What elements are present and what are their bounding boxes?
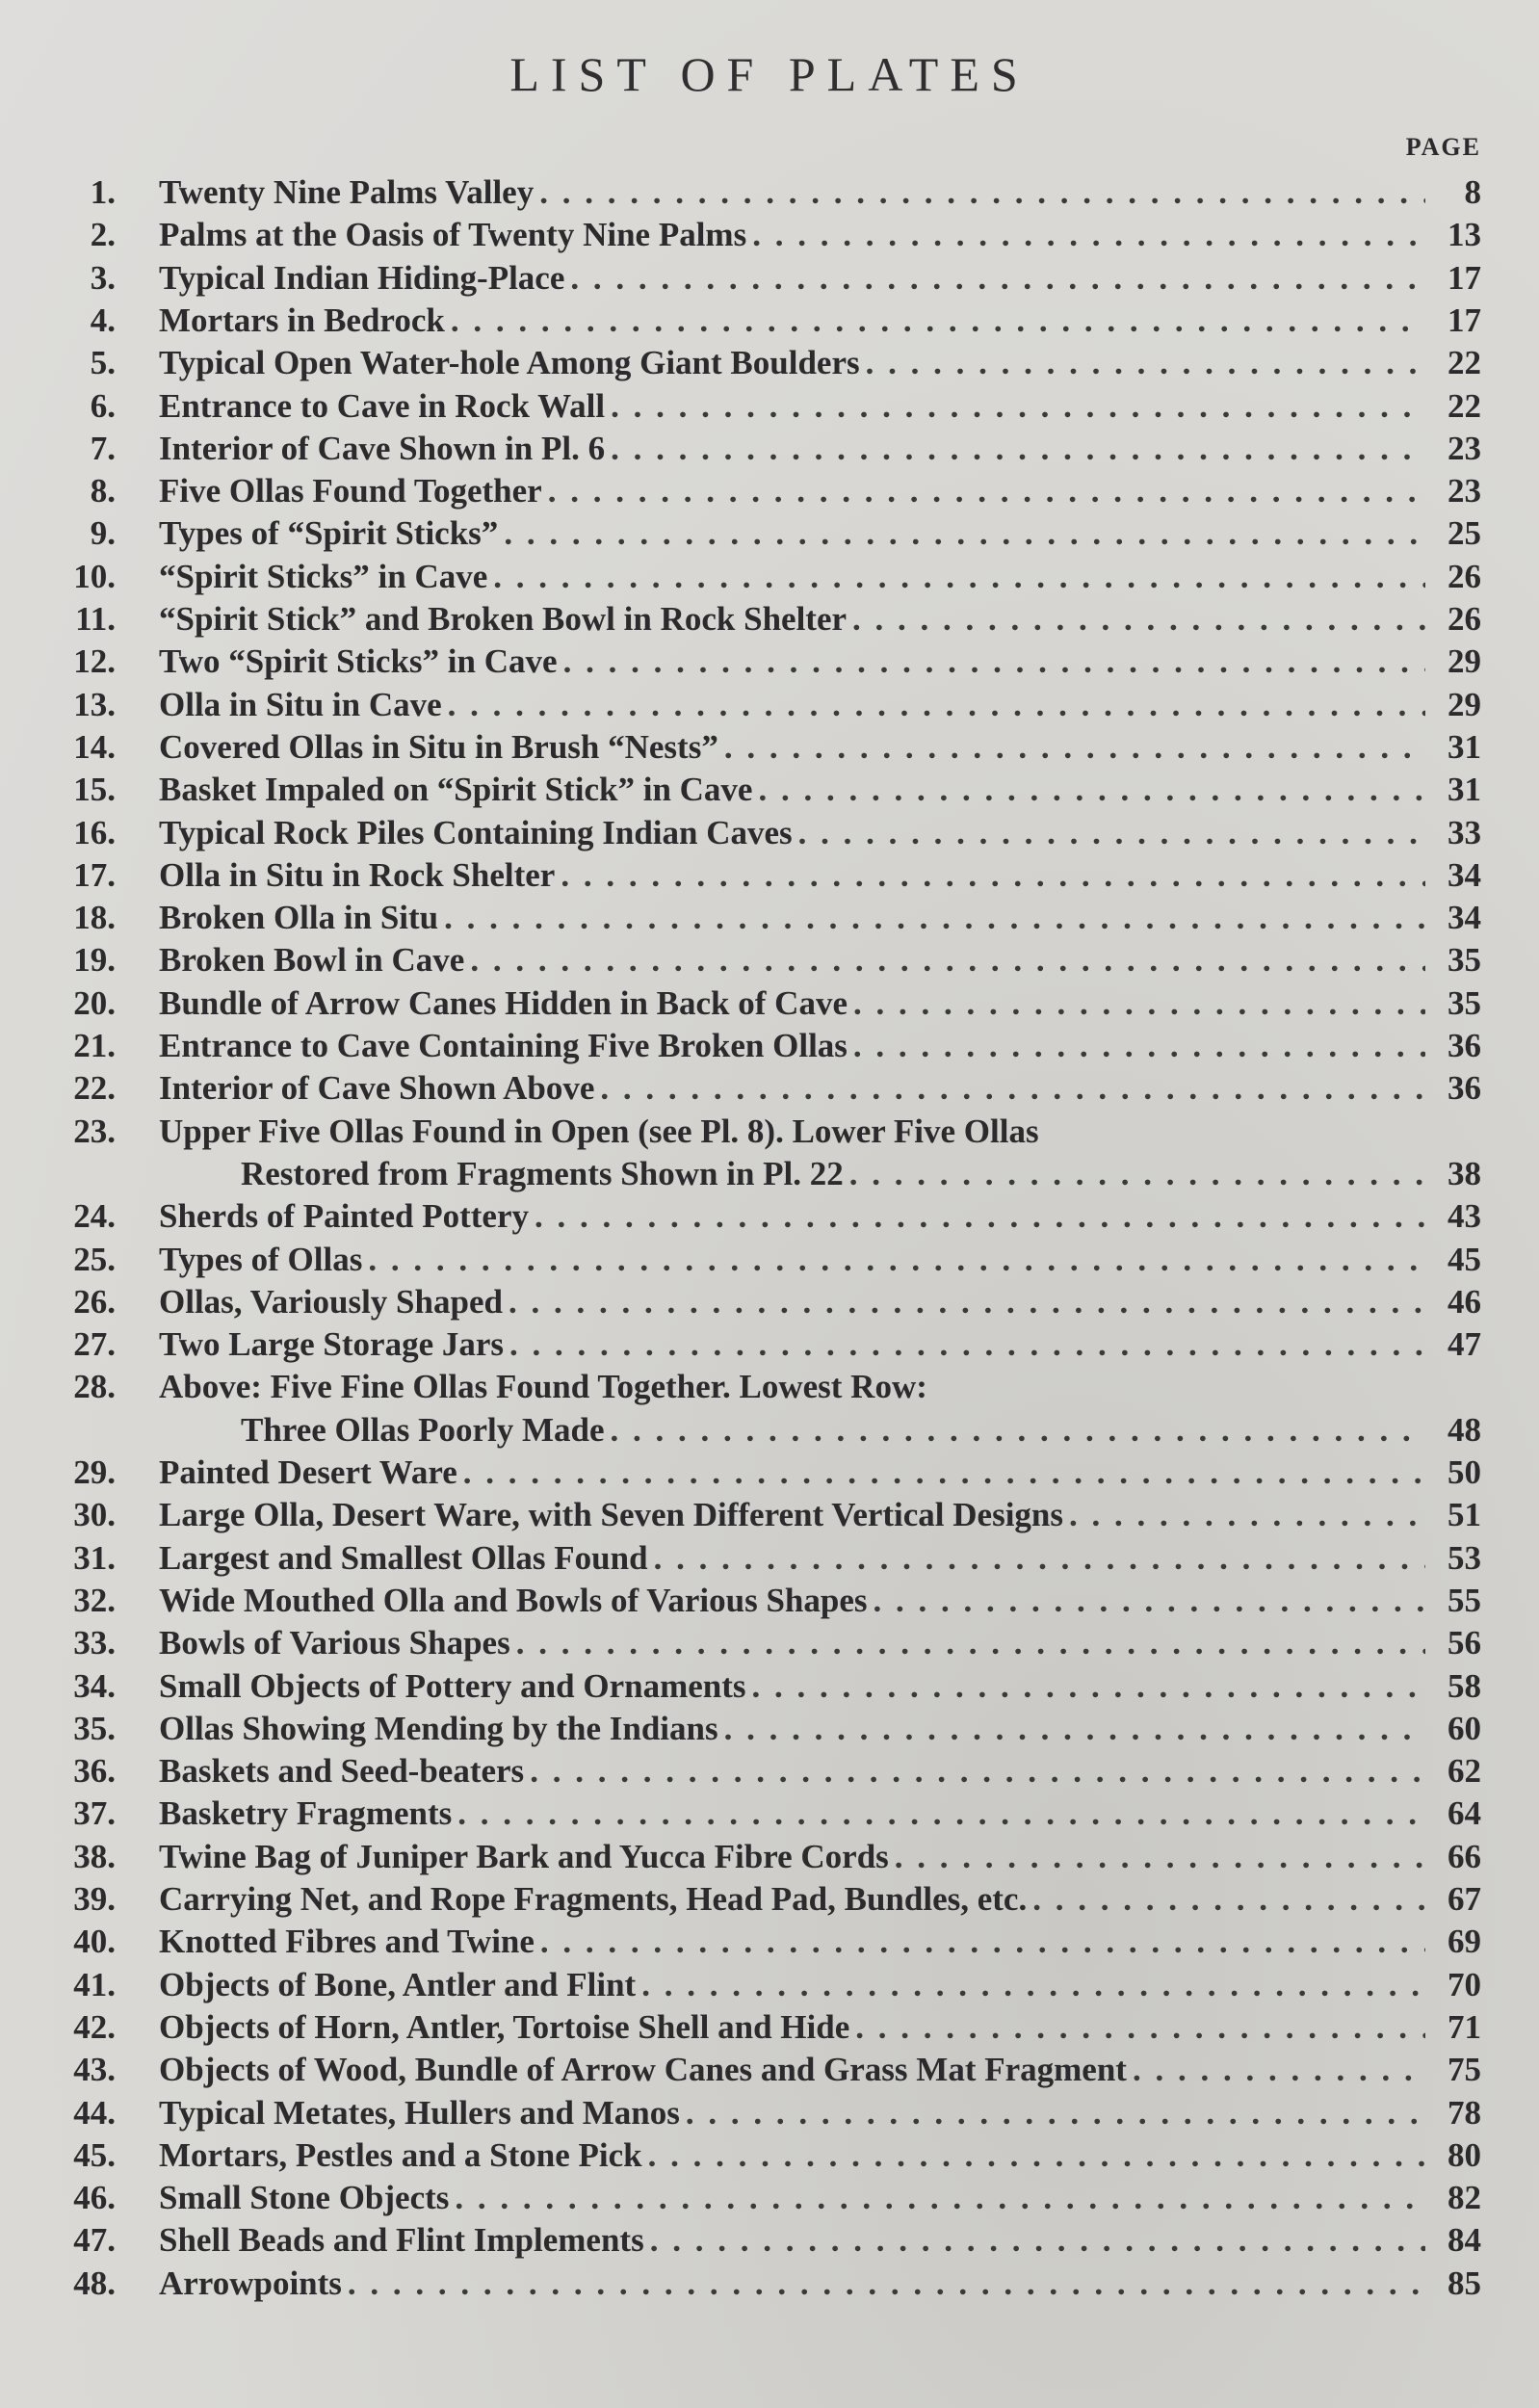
plate-number: 29. (73, 1453, 116, 1491)
plate-title-line (159, 728, 1481, 767)
plate-title-text: Three Ollas Poorly Made (241, 1410, 605, 1449)
page-number: 46 (1448, 1282, 1481, 1321)
plate-title-line (159, 2094, 1481, 2133)
plate-title-line (159, 2136, 1481, 2175)
plate-title-text: Small Stone Objects (159, 2179, 450, 2217)
page-number: 69 (1448, 1923, 1481, 1961)
page-number: 70 (1448, 1965, 1481, 2003)
plate-number: 19. (73, 941, 116, 980)
plate-entry (39, 514, 1481, 557)
plate-number: 33. (73, 1624, 116, 1662)
page-number: 53 (1448, 1538, 1481, 1577)
plate-entry (39, 1069, 1481, 1112)
plate-entry (39, 2264, 1481, 2307)
page-number: 64 (1448, 1794, 1481, 1833)
page-number: 66 (1448, 1837, 1481, 1875)
dot-leader (493, 558, 1425, 596)
plate-title-line (159, 344, 1481, 382)
page-number: 58 (1448, 1666, 1481, 1705)
dot-leader (853, 984, 1425, 1023)
dot-leader (1032, 1880, 1425, 1919)
plate-number: 9. (90, 514, 116, 553)
plate-number: 14. (73, 727, 116, 766)
plate-number: 45. (73, 2135, 116, 2174)
plate-number: 46. (73, 2179, 116, 2217)
plate-title-line (159, 1453, 1481, 1492)
page-number: 38 (1448, 1154, 1481, 1192)
plate-entry (39, 1752, 1481, 1794)
plate-title-line (159, 301, 1481, 340)
plate-entry (39, 1283, 1481, 1325)
page-number: 13 (1448, 216, 1481, 254)
page-number: 56 (1448, 1624, 1481, 1662)
page-number: 60 (1448, 1709, 1481, 1747)
plate-title-line (159, 1880, 1481, 1919)
plate-entry (39, 899, 1481, 941)
dot-leader (855, 2008, 1425, 2047)
plate-title-text: Entrance to Cave in Rock Wall (159, 386, 606, 425)
plate-title-line (159, 2179, 1481, 2217)
plate-title-line (159, 2264, 1481, 2303)
plate-entry (39, 1624, 1481, 1666)
plate-number: 15. (73, 771, 116, 809)
plate-title-text: Bundle of Arrow Canes Hidden in Back of Cave (159, 983, 848, 1022)
plate-number: 26. (73, 1282, 116, 1321)
dot-leader (509, 1325, 1425, 1364)
plate-number: 24. (73, 1197, 116, 1236)
dot-leader (752, 216, 1425, 254)
plate-entry (39, 259, 1481, 301)
plate-entry (39, 344, 1481, 386)
plate-title-text: Basketry Fragments (159, 1794, 453, 1833)
plate-entry (39, 216, 1481, 258)
plate-number: 20. (73, 983, 116, 1022)
plate-number: 11. (75, 600, 116, 638)
plate-title-text: Ollas, Variously Shaped (159, 1282, 503, 1321)
page-title: LIST OF PLATES (509, 47, 1030, 101)
page-number: 50 (1448, 1453, 1481, 1491)
plate-title-line (159, 1539, 1481, 1578)
dot-leader (611, 1411, 1426, 1450)
plate-entry (39, 2179, 1481, 2221)
plate-number: 25. (73, 1240, 116, 1278)
plate-title-text: Basket Impaled on “Spirit Stick” in Cave (159, 771, 753, 809)
plate-title-line (159, 558, 1481, 596)
plate-title-line (159, 1838, 1481, 1876)
dot-leader (1133, 2051, 1425, 2089)
plate-entry (39, 1582, 1481, 1624)
dot-leader (535, 1197, 1425, 1236)
plate-entry (39, 1838, 1481, 1880)
plate-title-text: Twenty Nine Palms Valley (159, 173, 535, 211)
plate-title-text: “Spirit Sticks” in Cave (159, 557, 488, 595)
plate-title-line (159, 1368, 1481, 1406)
plate-title-text: Painted Desert Ware (159, 1453, 457, 1491)
plate-title-text: Restored from Fragments Shown in Pl. 22 (241, 1154, 844, 1192)
plate-number: 7. (90, 429, 116, 467)
plate-number: 21. (73, 1027, 116, 1064)
dot-leader (849, 1155, 1425, 1193)
plate-title-line (159, 216, 1481, 254)
page-number: 67 (1448, 1880, 1481, 1918)
plate-title-text: Objects of Bone, Antler and Flint (159, 1965, 637, 2003)
plate-number: 6. (90, 386, 116, 425)
page-number: 31 (1448, 771, 1481, 809)
plate-entry (39, 1539, 1481, 1582)
plate-title-line (159, 1710, 1481, 1748)
dot-leader (724, 728, 1425, 767)
plate-number: 27. (73, 1325, 116, 1364)
plate-title-text: “Spirit Stick” and Broken Bowl in Rock Shelter (159, 600, 848, 638)
plate-number: 23. (73, 1112, 116, 1150)
page-number: 17 (1448, 258, 1481, 297)
plate-entry (39, 1667, 1481, 1710)
plate-title-text: Typical Open Water-hole Among Giant Boulders (159, 344, 860, 382)
plate-title-line (159, 1624, 1481, 1662)
dot-leader (451, 301, 1425, 340)
page-number: 34 (1448, 899, 1481, 937)
plate-title-text: Broken Olla in Situ (159, 899, 439, 937)
plate-entry (39, 642, 1481, 685)
dot-leader (1069, 1496, 1425, 1534)
page-number: 22 (1448, 386, 1481, 425)
dot-leader (798, 814, 1425, 852)
plate-number: 16. (73, 813, 116, 851)
plate-number: 22. (73, 1069, 116, 1108)
plate-title-text: Palms at the Oasis of Twenty Nine Palms (159, 216, 747, 254)
dot-leader (540, 1923, 1425, 1961)
plate-entry (39, 1197, 1481, 1240)
plate-number: 31. (73, 1538, 116, 1577)
plate-entry (39, 1368, 1481, 1453)
plate-title-line (159, 984, 1481, 1023)
plate-number: 34. (73, 1666, 116, 1705)
dot-leader (509, 1283, 1425, 1322)
plate-entry (39, 558, 1481, 600)
plate-title-line (159, 1112, 1481, 1151)
plate-entry (39, 1880, 1481, 1923)
plate-entry (39, 2221, 1481, 2264)
page-number: 25 (1448, 514, 1481, 553)
plate-title-line (159, 259, 1481, 298)
plate-entry (39, 1325, 1481, 1368)
page-number: 22 (1448, 344, 1481, 382)
plate-title-line (159, 1027, 1481, 1065)
plate-entry (39, 728, 1481, 771)
page-number: 29 (1448, 685, 1481, 723)
plate-title-text: Upper Five Ollas Found in Open (see Pl. 8). Lower Five Ollas (159, 1112, 1039, 1150)
plate-title-text: Covered Ollas in Situ in Brush “Nests” (159, 727, 718, 766)
plate-title-text: Types of Ollas (159, 1240, 363, 1278)
plate-entry (39, 1453, 1481, 1496)
plate-number: 36. (73, 1752, 116, 1791)
plate-number: 38. (73, 1837, 116, 1875)
page-number: 47 (1448, 1325, 1481, 1364)
plate-title-line (159, 1794, 1481, 1833)
dot-leader (752, 1667, 1425, 1706)
dot-leader (866, 344, 1425, 382)
plate-number: 39. (73, 1880, 116, 1918)
plate-entry (39, 1710, 1481, 1752)
plate-title-line (159, 1241, 1481, 1279)
plate-number: 44. (73, 2093, 116, 2132)
plate-title-line (159, 514, 1481, 553)
plate-title-text: Mortars, Pestles and a Stone Pick (159, 2135, 642, 2174)
plate-number: 43. (73, 2051, 116, 2089)
plate-title-text: Entrance to Cave Containing Five Broken Ollas (159, 1027, 848, 1064)
plate-number: 10. (73, 557, 116, 595)
dot-leader (648, 2136, 1425, 2175)
dot-leader (650, 2221, 1425, 2260)
plate-title-line (159, 430, 1481, 468)
plate-title-line (159, 2051, 1481, 2089)
plate-title-text: Mortars in Bedrock (159, 301, 445, 339)
page-number: 78 (1448, 2093, 1481, 2132)
plate-entry (39, 941, 1481, 983)
plate-title-text: Broken Bowl in Cave (159, 941, 465, 980)
dot-leader (600, 1069, 1425, 1108)
plate-number: 5. (90, 344, 116, 382)
plate-number: 8. (90, 472, 116, 510)
plate-title-text: Shell Beads and Flint Implements (159, 2221, 644, 2260)
page-number: 35 (1448, 983, 1481, 1022)
dot-leader (853, 1027, 1425, 1065)
plate-entry (39, 1027, 1481, 1069)
plate-title-line (159, 686, 1481, 724)
plate-title-line (159, 1966, 1481, 2004)
plate-title-text: Ollas Showing Mending by the Indians (159, 1709, 718, 1747)
page-number: 17 (1448, 301, 1481, 339)
dot-leader (444, 899, 1425, 937)
dot-leader (470, 941, 1425, 980)
page-number: 23 (1448, 472, 1481, 510)
dot-leader (852, 600, 1425, 639)
dot-leader (516, 1624, 1425, 1662)
plate-title-line (159, 1752, 1481, 1791)
page-number: 48 (1448, 1410, 1481, 1449)
plate-title-text: Above: Five Fine Ollas Found Together. Lowest Row: (159, 1368, 927, 1406)
dot-leader (611, 430, 1425, 468)
dot-leader (368, 1241, 1425, 1279)
plate-entry (39, 430, 1481, 472)
plate-entry (39, 1496, 1481, 1538)
page-number: 62 (1448, 1752, 1481, 1791)
page-number: 29 (1448, 642, 1481, 681)
plate-title-text: Olla in Situ in Cave (159, 685, 442, 723)
page-number: 71 (1448, 2007, 1481, 2046)
plate-entry (39, 686, 1481, 728)
page-number: 75 (1448, 2051, 1481, 2089)
dot-leader (570, 259, 1425, 298)
plate-title-text: Interior of Cave Shown in Pl. 6 (159, 429, 606, 467)
plate-title-text: Wide Mouthed Olla and Bowls of Various Shapes (159, 1581, 868, 1619)
plate-entry (39, 856, 1481, 899)
plate-title-line (159, 899, 1481, 937)
plate-title-line (159, 1283, 1481, 1322)
dot-leader (457, 1794, 1425, 1833)
plate-number: 18. (73, 899, 116, 937)
page-number: 45 (1448, 1240, 1481, 1278)
dot-leader (724, 1710, 1425, 1748)
page-number: 82 (1448, 2179, 1481, 2217)
page-number: 55 (1448, 1581, 1481, 1619)
plate-title-text: Two Large Storage Jars (159, 1325, 505, 1364)
plate-entry (39, 2094, 1481, 2136)
plate-title-text: Bowls of Various Shapes (159, 1624, 510, 1662)
plate-entry (39, 771, 1481, 813)
plate-title-line (159, 2008, 1481, 2047)
dot-leader (463, 1453, 1425, 1492)
plate-entry (39, 1241, 1481, 1283)
plate-title-line (159, 814, 1481, 852)
plate-number: 41. (73, 1965, 116, 2003)
plate-title-text: Typical Indian Hiding-Place (159, 258, 565, 297)
plate-title-line (159, 1197, 1481, 1236)
plate-title-line (159, 1667, 1481, 1706)
plate-number: 47. (73, 2221, 116, 2260)
page-number: 33 (1448, 813, 1481, 851)
plate-entry (39, 814, 1481, 856)
plate-number: 28. (73, 1368, 116, 1406)
page-number: 35 (1448, 941, 1481, 980)
plate-title-text: Types of “Spirit Sticks” (159, 514, 499, 553)
plate-entry (39, 2051, 1481, 2093)
dot-leader (548, 472, 1425, 510)
dot-leader (641, 1966, 1425, 2004)
page-number: 84 (1448, 2221, 1481, 2260)
plate-title-text: Twine Bag of Juniper Bark and Yucca Fibre Cords (159, 1837, 889, 1875)
plate-title-line (159, 1069, 1481, 1108)
page-number: 51 (1448, 1496, 1481, 1534)
plate-entry (39, 472, 1481, 514)
plate-entry (39, 1112, 1481, 1198)
plate-title-continuation (159, 1411, 1481, 1450)
plate-title-line (159, 1496, 1481, 1534)
plate-title-line (159, 642, 1481, 681)
plate-title-line (159, 771, 1481, 809)
plate-number: 2. (90, 216, 116, 254)
plate-number: 42. (73, 2007, 116, 2046)
dot-leader (654, 1539, 1425, 1578)
plate-title-line (159, 2221, 1481, 2260)
dot-leader (758, 771, 1425, 809)
plate-number: 4. (90, 301, 116, 339)
plate-title-text: Objects of Wood, Bundle of Arrow Canes and Grass Mat Fragment (159, 2051, 1127, 2089)
page-number: 36 (1448, 1069, 1481, 1108)
plate-entry (39, 2008, 1481, 2051)
dot-leader (686, 2094, 1425, 2133)
dot-leader (455, 2179, 1425, 2217)
plate-entry (39, 1966, 1481, 2008)
plate-title-line (159, 600, 1481, 639)
plate-number: 48. (73, 2264, 116, 2302)
plate-title-text: Sherds of Painted Pottery (159, 1197, 529, 1236)
plate-title-line (159, 856, 1481, 895)
plate-entry (39, 600, 1481, 642)
plate-entry (39, 387, 1481, 430)
plate-entry (39, 984, 1481, 1027)
plate-title-text: Knotted Fibres and Twine (159, 1923, 535, 1961)
page-number: 43 (1448, 1197, 1481, 1236)
dot-leader (895, 1838, 1425, 1876)
plate-title-text: Five Ollas Found Together (159, 472, 542, 510)
page-number: 8 (1464, 173, 1481, 211)
plate-title-line (159, 472, 1481, 510)
plate-title-text: Small Objects of Pottery and Ornaments (159, 1666, 746, 1705)
page-number: 26 (1448, 557, 1481, 595)
plate-title-text: Interior of Cave Shown Above (159, 1069, 595, 1108)
plate-title-continuation (159, 1155, 1481, 1193)
page-number: 34 (1448, 855, 1481, 894)
page-number: 80 (1448, 2135, 1481, 2174)
plate-title-text: Objects of Horn, Antler, Tortoise Shell and Hide (159, 2007, 850, 2046)
dot-leader (611, 387, 1425, 426)
plate-entry (39, 173, 1481, 216)
plate-title-text: Typical Rock Piles Containing Indian Caves (159, 813, 793, 851)
plate-title-line (159, 941, 1481, 980)
plate-number: 30. (73, 1496, 116, 1534)
page-column-label: PAGE (1405, 133, 1481, 161)
plate-title-line (159, 1923, 1481, 1961)
plate-number: 3. (90, 258, 116, 297)
dot-leader (530, 1752, 1425, 1791)
plate-number: 35. (73, 1709, 116, 1747)
plate-number: 1. (90, 173, 116, 211)
plate-title-text: Baskets and Seed-beaters (159, 1752, 525, 1791)
plate-number: 12. (73, 642, 116, 681)
plate-title-text: Carrying Net, and Rope Fragments, Head Pad, Bundles, etc. (159, 1880, 1028, 1918)
plate-entry (39, 2136, 1481, 2179)
page-number: 23 (1448, 429, 1481, 467)
plate-title-line (159, 387, 1481, 426)
plate-entry (39, 1794, 1481, 1837)
plate-title-text: Two “Spirit Sticks” in Cave (159, 642, 558, 681)
plate-title-text: Largest and Smallest Ollas Found (159, 1538, 648, 1577)
dot-leader (348, 2264, 1425, 2303)
dot-leader (539, 173, 1425, 212)
plate-title-text: Olla in Situ in Rock Shelter (159, 855, 556, 894)
dot-leader (563, 642, 1425, 681)
plate-title-line (159, 1582, 1481, 1620)
dot-leader (504, 514, 1425, 553)
plate-number: 13. (73, 685, 116, 723)
plate-title-text: Arrowpoints (159, 2264, 342, 2302)
dot-leader (561, 856, 1425, 895)
plate-title-text: Large Olla, Desert Ware, with Seven Different Vertical Designs (159, 1496, 1064, 1534)
dot-leader (874, 1582, 1425, 1620)
page-number: 36 (1448, 1027, 1481, 1064)
plate-title-line (159, 1325, 1481, 1364)
page-number: 26 (1448, 600, 1481, 638)
plate-number: 32. (73, 1581, 116, 1619)
page-number: 85 (1448, 2264, 1481, 2302)
plate-number: 17. (73, 855, 116, 894)
plate-title-line (159, 173, 1481, 212)
plate-number: 40. (73, 1923, 116, 1961)
plate-number: 37. (73, 1794, 116, 1833)
plate-entry (39, 1923, 1481, 1965)
plate-entry (39, 301, 1481, 344)
page-number: 31 (1448, 727, 1481, 766)
plate-title-text: Typical Metates, Hullers and Manos (159, 2093, 680, 2132)
dot-leader (448, 686, 1425, 724)
